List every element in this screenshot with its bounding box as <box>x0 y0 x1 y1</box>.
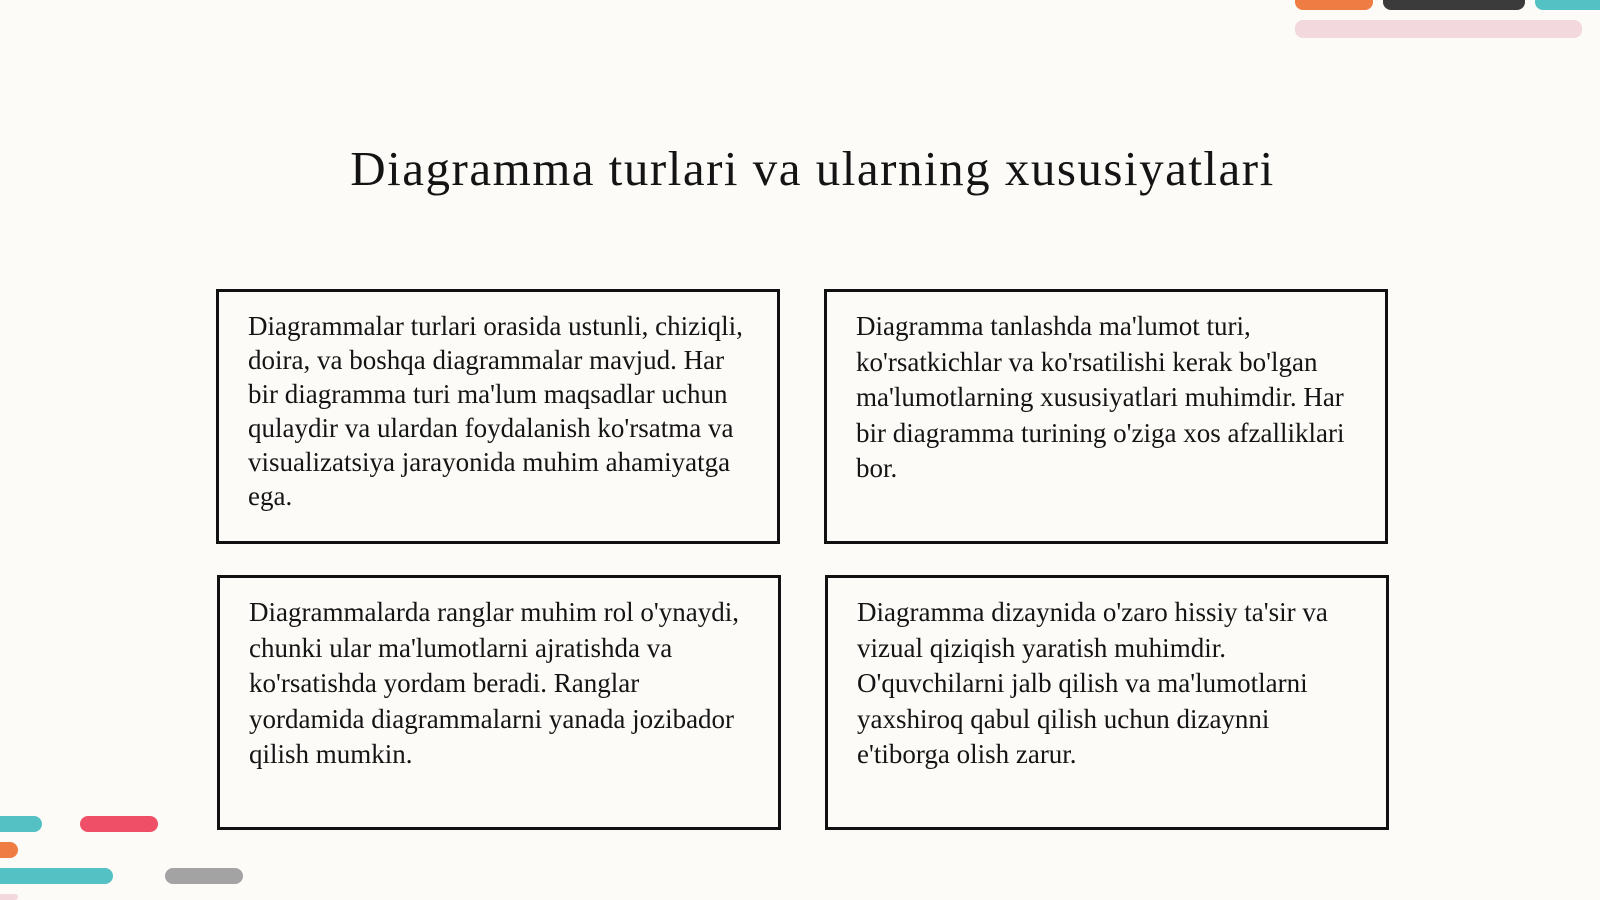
diagram-types-card <box>216 289 780 544</box>
bottom-teal-decor-bar-long <box>0 868 113 884</box>
top-teal-decor-bar <box>1535 0 1600 10</box>
diagram-design-card <box>825 575 1389 830</box>
bottom-teal-decor-bar-short <box>0 816 42 832</box>
bottom-orange-decor-bar <box>0 842 18 858</box>
diagram-selection-text: Diagramma tanlashda ma'lumot turi, ko'rsatkichlar va ko'rsatilishi kerak bo'lgan ma'lumotlarning xususiyatlari muhimdir. Har bir diagramma turining o'ziga xos afzalliklari bor. <box>856 311 1345 483</box>
diagram-types-text: Diagrammalar turlari orasida ustunli, chiziqli, doira, va boshqa diagrammalar mavjud. Har bir diagramma turi ma'lum maqsadlar uchun qulaydir va ulardan foydalanish ko'rsatma va visualizatsiya jarayonida muhim ahamiyatga ega. <box>248 311 743 511</box>
diagram-design-text: Diagramma dizaynida o'zaro hissiy ta'sir va vizual qiziqish yaratish muhimdir. O'quvchilarni jalb qilish va ma'lumotlarni yaxshiroq qabul qilish uchun dizaynni e'tiborga olish zarur. <box>857 597 1328 769</box>
bottom-red-decor-bar <box>80 816 158 832</box>
diagram-colors-card <box>217 575 781 830</box>
slide-title: Diagramma turlari va ularning xususiyatlari <box>350 141 1275 196</box>
bottom-pink-decor-bar <box>0 894 18 900</box>
top-orange-decor-bar <box>1295 0 1373 10</box>
bottom-gray-decor-bar <box>165 868 243 884</box>
top-pink-decor-bar <box>1295 20 1582 38</box>
top-dark-decor-bar <box>1383 0 1525 10</box>
diagram-selection-card <box>824 289 1388 544</box>
diagram-colors-text: Diagrammalarda ranglar muhim rol o'ynaydi, chunki ular ma'lumotlarni ajratishda va ko'rsatishda yordam beradi. Ranglar yordamida diagrammalarni yanada jozibador qilish mumkin. <box>249 597 739 769</box>
